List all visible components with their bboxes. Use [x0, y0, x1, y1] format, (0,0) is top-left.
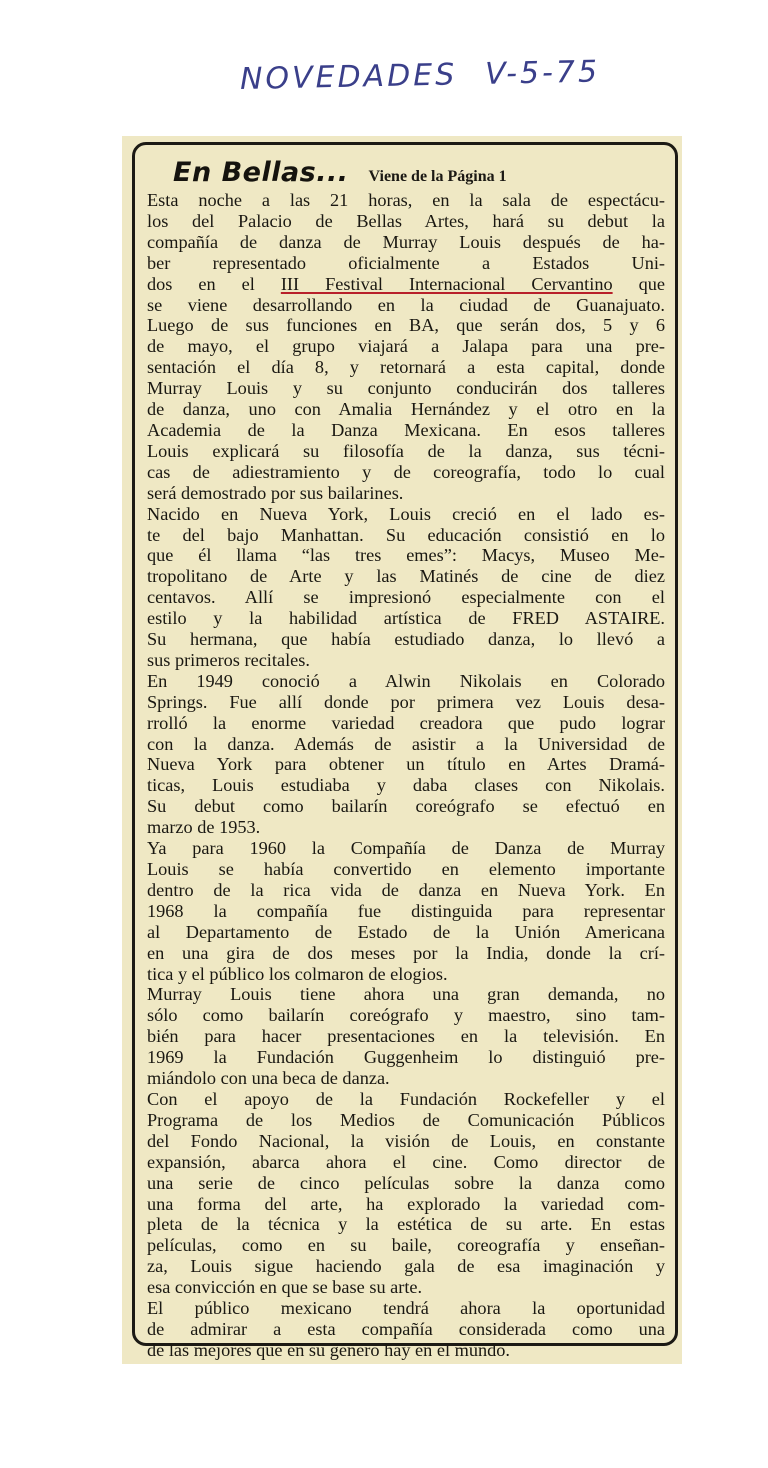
article-frame — [132, 142, 678, 1360]
article-line: Ya para 1960 la Compañía de Danza de Murray — [147, 838, 665, 859]
article-line: con la danza. Además de asistir a la Universidad de — [147, 733, 665, 754]
article-line: Academia de la Danza Mexicana. En esos talleres — [147, 419, 665, 440]
article-line: una forma del arte, ha explorado la variedad com- — [147, 1193, 665, 1214]
article-line: rrolló la enorme variedad creadora que pudo lograr — [147, 712, 665, 733]
article-line: Murray Louis y su conjunto conducirán dos talleres — [147, 378, 665, 399]
article-line: centavos. Allí se impresionó especialmente con el — [147, 587, 665, 608]
article-line: Su debut como bailarín coreógrafo se efectuó en — [147, 796, 665, 817]
article-line: dentro de la rica vida de danza en Nueva York. En — [147, 879, 665, 900]
article-line: sólo como bailarín coreógrafo y maestro, sino tam- — [147, 1005, 665, 1026]
article-line: que él llama “las tres emes”: Macys, Museo Me- — [147, 545, 665, 566]
annotation-date: V-5-75 — [484, 54, 601, 92]
handwritten-annotation — [240, 54, 601, 97]
article-line: se viene desarrollando en la ciudad de Guanajuato. — [147, 294, 665, 315]
article-line — [147, 274, 665, 295]
article-line: Con el apoyo de la Fundación Rockefeller y el — [147, 1088, 665, 1109]
article-line: Esta noche a las 21 horas, en la sala de espectácu- — [147, 190, 665, 210]
article-line: Louis se había convertido en elemento importante — [147, 859, 665, 879]
article-line: 1968 la compañía fue distinguida para representar — [147, 900, 665, 921]
article-line: de danza, uno con Amalia Hernández y el otro en la — [147, 399, 665, 420]
article-line: tropolitano de Arte y las Matinés de cine de diez — [147, 566, 665, 587]
article-line: ticas, Louis estudiaba y daba clases con Nikolais. — [147, 775, 665, 796]
article-headline: En Bellas... — [173, 157, 349, 188]
article-line: sus primeros recitales. — [147, 649, 310, 670]
article-line: ber representado oficialmente a Estados Uni- — [147, 252, 665, 273]
article-line: del Fondo Nacional, la visión de Louis, en constante — [147, 1130, 665, 1151]
article-line: Luego de sus funciones en BA, que serán dos, 5 y 6 — [147, 315, 665, 336]
article-line: sentación el día 8, y retornará a esta capital, donde — [147, 357, 665, 378]
article-line: El público mexicano tendrá ahora la oportunidad — [147, 1298, 665, 1319]
article-line: Springs. Fue allí donde por primera vez Louis desa- — [147, 691, 665, 712]
article-line: za, Louis sigue haciendo gala de esa imaginación y — [147, 1256, 665, 1277]
article-line: Su hermana, que había estudiado danza, lo llevó a — [147, 629, 665, 650]
article-line: cas de adiestramiento y de coreografía, todo lo cual — [147, 461, 665, 482]
article-line: miándolo con una beca de danza. — [147, 1068, 390, 1089]
article-line: compañía de danza de Murray Louis después de ha- — [147, 231, 665, 252]
article-line: Louis explicará su filosofía de la danza, sus técni- — [147, 440, 665, 461]
article-line: de mayo, el grupo viajará a Jalapa para una pre- — [147, 336, 665, 357]
article-line: Nacido en Nueva York, Louis creció en el lado es- — [147, 503, 665, 524]
article-line: de las mejores que en su género hay en el mundo. — [147, 1339, 510, 1360]
article-line: tica y el público los colmaron de elogios. — [147, 963, 448, 984]
article-line: en una gira de dos meses por la India, donde la crí- — [147, 942, 665, 963]
article-line: bién para hacer presentaciones en la televisión. En — [147, 1026, 665, 1047]
headline-row — [173, 157, 665, 188]
article-body — [147, 190, 665, 1361]
article-line: marzo de 1953. — [147, 817, 261, 838]
article-line: películas, como en su baile, coreografía y enseñan- — [147, 1235, 665, 1256]
article-line: será demostrado por sus bailarines. — [147, 482, 404, 503]
article-line: Murray Louis tiene ahora una gran demanda, no — [147, 984, 665, 1005]
article-line: Programa de los Medios de Comunicación Públicos — [147, 1109, 665, 1130]
article-line: 1969 la Fundación Guggenheim lo distinguió pre- — [147, 1047, 665, 1068]
article-line: una serie de cinco películas sobre la danza como — [147, 1172, 665, 1193]
continued-from-label: Viene de la Página 1 — [368, 168, 507, 185]
article-line: expansión, abarca ahora el cine. Como director de — [147, 1151, 665, 1172]
article-line: En 1949 conoció a Alwin Nikolais en Colorado — [147, 670, 665, 691]
article-line: de admirar a esta compañía considerada como una — [147, 1318, 665, 1339]
article-line: esa convicción en que se base su arte. — [147, 1277, 423, 1298]
article-line: pleta de la técnica y la estética de su arte. En estas — [147, 1214, 665, 1235]
newspaper-clipping — [122, 136, 682, 1364]
article-line-text: dos en el — [147, 273, 281, 294]
article-line: Nueva York para obtener un título en Artes Dramá- — [147, 754, 665, 775]
article-line-text: que — [612, 273, 665, 294]
annotation-source: NOVEDADES — [239, 57, 458, 97]
article-line: los del Palacio de Bellas Artes, hará su debut la — [147, 210, 665, 231]
article-line: te del bajo Manhattan. Su educación consistió en lo — [147, 524, 665, 545]
underlined-festival-name: III Festival Internacional Cervantino — [280, 273, 613, 294]
article-line: estilo y la habilidad artística de FRED ASTAIRE. — [147, 608, 665, 629]
article-line: al Departamento de Estado de la Unión Americana — [147, 921, 665, 942]
